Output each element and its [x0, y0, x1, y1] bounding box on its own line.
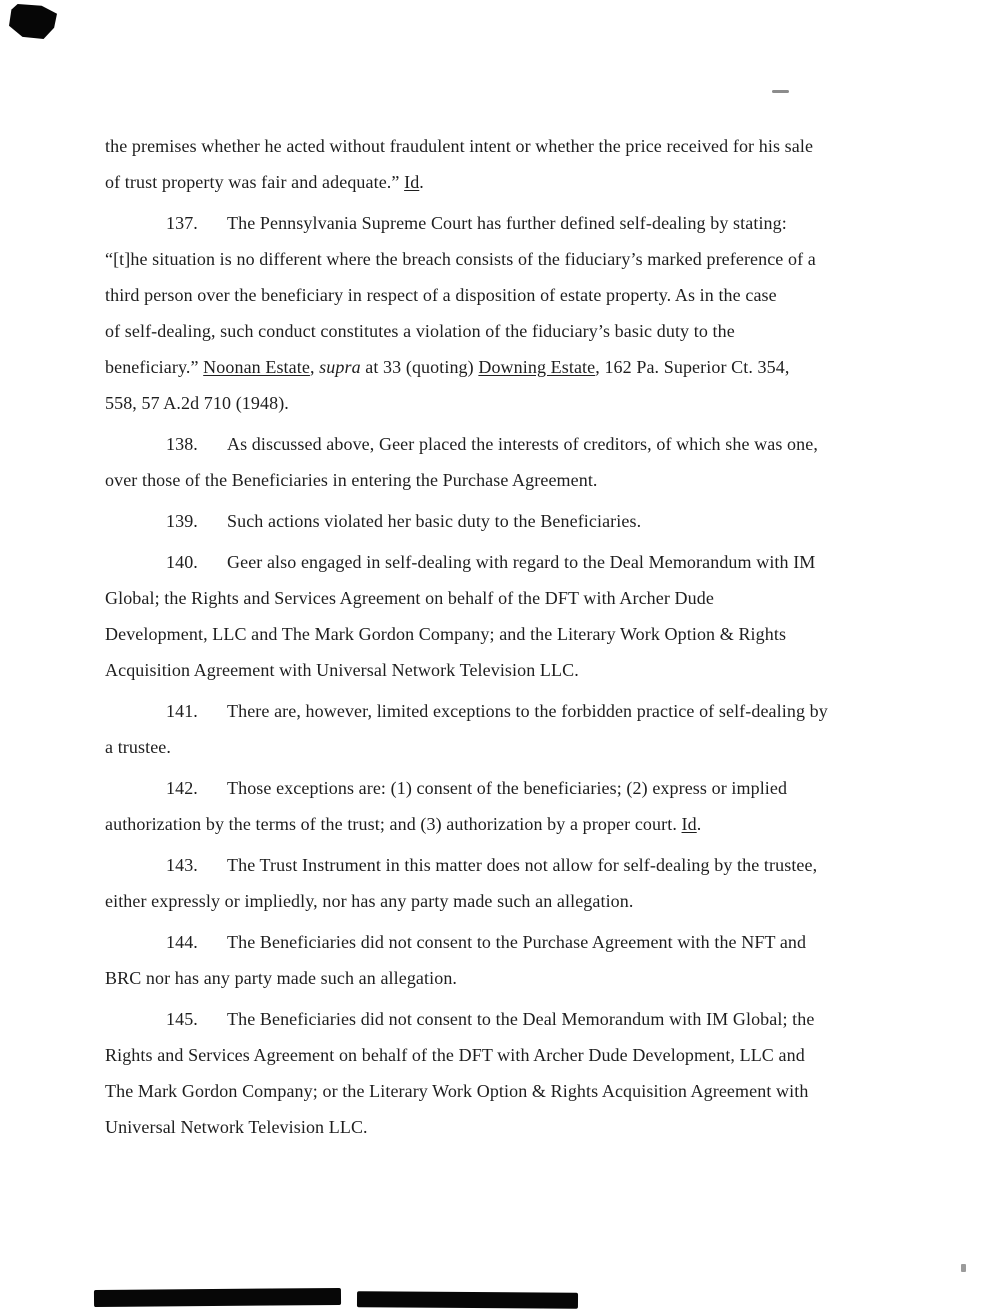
document-line [105, 729, 917, 765]
paragraph-number: 140. [166, 552, 198, 572]
text-run: The Pennsylvania Supreme Court has further defined self-dealing by stating: [227, 213, 787, 233]
document-line [105, 385, 917, 421]
document-line [105, 164, 917, 200]
text-run: Development, LLC and The Mark Gordon Company; and the Literary Work Option & Rights [105, 624, 787, 644]
paragraph-138 [105, 426, 917, 498]
scan-artifact-bottom-bar-1 [94, 1288, 341, 1307]
paragraph-139 [105, 503, 917, 539]
paragraph-number: 139. [166, 511, 198, 531]
paragraph-number: 141. [166, 701, 198, 721]
text-run: Downing Estate [478, 357, 596, 377]
scan-artifact-bottom-bar-2 [357, 1291, 578, 1309]
document-line [105, 544, 917, 580]
text-run: There are, however, limited exceptions to the forbidden practice of self-dealing by [227, 701, 828, 721]
scan-artifact-top-right-dash [772, 90, 789, 93]
paragraph-143 [105, 847, 917, 919]
text-run: The Mark Gordon Company; or the Literary Work Option & Rights Acquisition Agreement with [105, 1081, 809, 1101]
document-line [105, 205, 917, 241]
text-run: over those of the Beneficiaries in entering the Purchase Agreement. [105, 470, 598, 490]
text-run: Global; the Rights and Services Agreement on behalf of the DFT with Archer Dude [105, 588, 714, 608]
text-run: beneficiary.” [105, 357, 204, 377]
text-run: authorization by the terms of the trust; and (3) authorization by a proper court. [105, 814, 682, 834]
text-run: Geer also engaged in self-dealing with regard to the Deal Memorandum with IM [227, 552, 816, 572]
text-run: either expressly or impliedly, nor has any party made such an allegation. [105, 891, 634, 911]
text-run: Those exceptions are: (1) consent of the beneficiaries; (2) express or implied [227, 778, 788, 798]
text-run: “[t]he situation is no different where the breach consists of the fiduciary’s marked preference of a [105, 249, 816, 269]
text-run: supra [319, 357, 361, 377]
document-line [105, 1109, 917, 1145]
document-line [105, 503, 917, 539]
document-line [105, 426, 917, 462]
text-run: Noonan Estate [203, 357, 310, 377]
document-line [105, 241, 917, 277]
text-run: Rights and Services Agreement on behalf of the DFT with Archer Dude Development, LLC and [105, 1045, 805, 1065]
text-run: . [419, 172, 424, 192]
document-line [105, 960, 917, 996]
paragraph-137 [105, 205, 917, 421]
scan-artifact-right-speck [961, 1264, 966, 1272]
document-line [105, 847, 917, 883]
document-line [105, 277, 917, 313]
text-run: of trust property was fair and adequate.” [105, 172, 405, 192]
document-line [105, 770, 917, 806]
document-line [105, 616, 917, 652]
text-run: Acquisition Agreement with Universal Network Television LLC. [105, 660, 579, 680]
paragraph-number: 142. [166, 778, 198, 798]
paragraph-144 [105, 924, 917, 996]
text-run: Id [404, 172, 420, 192]
text-run: . [696, 814, 702, 834]
scan-artifact-top-left-blob [9, 4, 57, 39]
text-run: BRC nor has any party made such an allegation. [105, 968, 458, 988]
text-run: at 33 (quoting) [360, 357, 479, 377]
text-run: The Trust Instrument in this matter does not allow for self-dealing by the trustee, [227, 855, 818, 875]
text-run: a trustee. [105, 737, 171, 757]
text-run: The Beneficiaries did not consent to the Purchase Agreement with the NFT and [227, 932, 807, 952]
paragraph-number: 143. [166, 855, 198, 875]
paragraph-number: 138. [166, 434, 198, 454]
paragraph-number: 145. [166, 1009, 198, 1029]
text-run: , 162 Pa. Superior Ct. 354, [595, 357, 790, 377]
paragraph-number: 137. [166, 213, 198, 233]
document-line [105, 462, 917, 498]
paragraph-142 [105, 770, 917, 842]
document-line [105, 883, 917, 919]
text-run: Universal Network Television LLC. [105, 1117, 368, 1137]
text-run: The Beneficiaries did not consent to the Deal Memorandum with IM Global; the [227, 1009, 815, 1029]
paragraph-141 [105, 693, 917, 765]
document-line [105, 349, 917, 385]
text-run: third person over the beneficiary in respect of a disposition of estate property. As in the case [105, 285, 777, 305]
document-line [105, 1073, 917, 1109]
text-run: of self-dealing, such conduct constitutes a violation of the fiduciary’s basic duty to the [105, 321, 735, 341]
text-run: the premises whether he acted without fraudulent intent or whether the price received for his sale [105, 136, 814, 156]
document-line [105, 1001, 917, 1037]
document-line [105, 1037, 917, 1073]
document-line [105, 128, 917, 164]
text-run: , [309, 357, 320, 377]
document-line [105, 924, 917, 960]
text-run: Id [681, 814, 697, 834]
document-line [105, 693, 917, 729]
text-run: 558, 57 A.2d 710 (1948). [105, 393, 289, 413]
paragraph-140 [105, 544, 917, 688]
document-body [105, 128, 917, 1145]
document-line [105, 313, 917, 349]
document-line [105, 580, 917, 616]
text-run: Such actions violated her basic duty to the Beneficiaries. [227, 511, 642, 531]
paragraph-number: 144. [166, 932, 198, 952]
paragraph-145 [105, 1001, 917, 1145]
paragraph-continuation [105, 128, 917, 200]
document-line [105, 806, 917, 842]
document-line [105, 652, 917, 688]
text-run: As discussed above, Geer placed the interests of creditors, of which she was one, [227, 434, 818, 454]
